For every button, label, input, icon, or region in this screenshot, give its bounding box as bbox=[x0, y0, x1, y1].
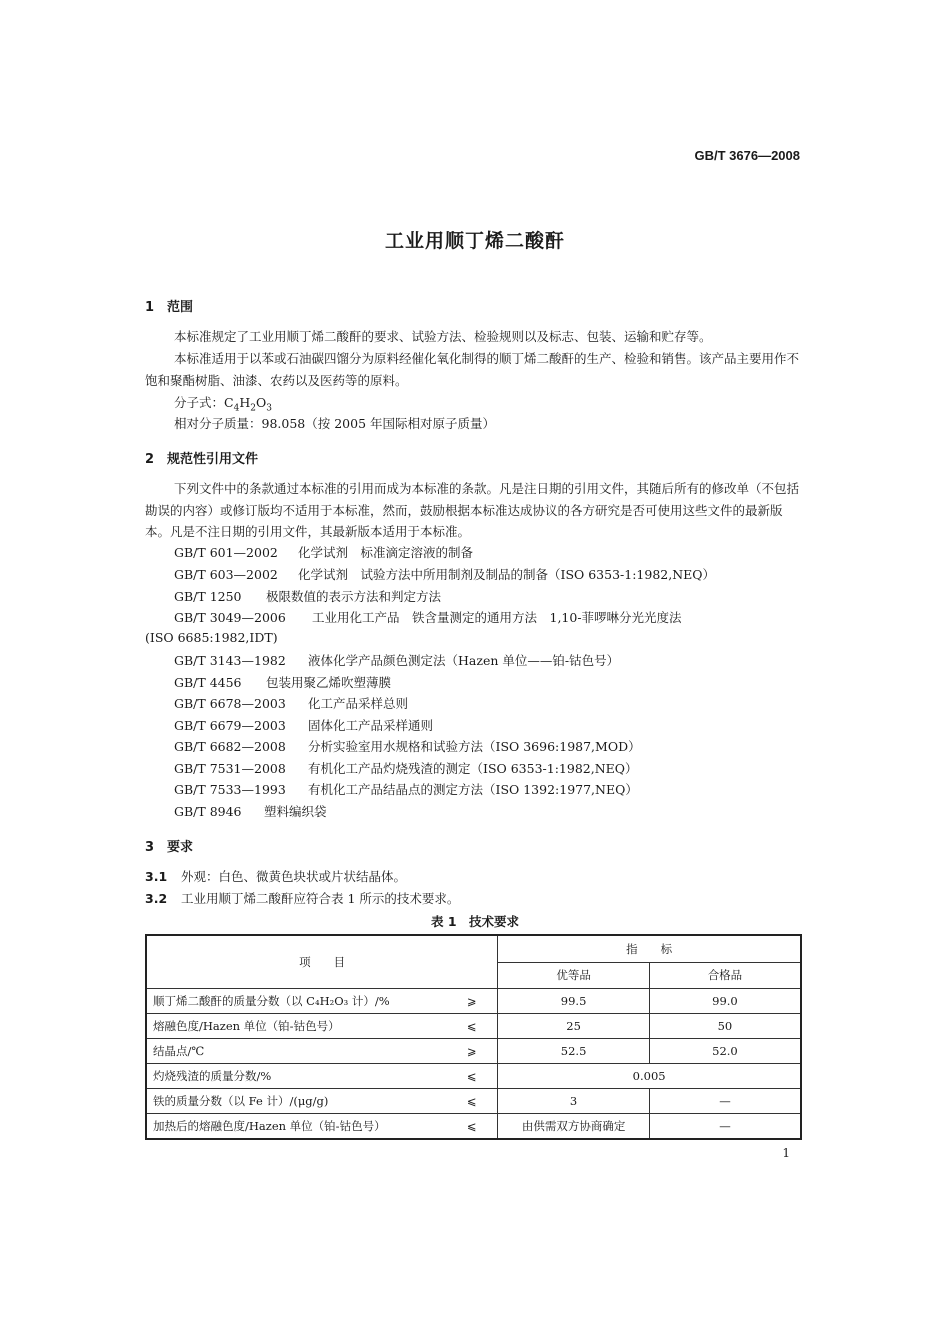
section-number: 1 bbox=[145, 300, 155, 315]
reference-code: GB/T 6679—2003 bbox=[174, 718, 286, 733]
row-value-superior: 99.5 bbox=[498, 989, 650, 1014]
row-item: 结晶点/℃ bbox=[146, 1039, 446, 1064]
reference-item bbox=[174, 673, 391, 691]
clause-3-1 bbox=[145, 866, 801, 888]
row-item: 铁的质量分数（以 Fe 计）/(μg/g) bbox=[146, 1089, 446, 1114]
reference-code: GB/T 8946 bbox=[174, 804, 242, 819]
row-item: 加热后的熔融色度/Hazen 单位（铂-钴色号） bbox=[146, 1114, 446, 1140]
reference-code: GB/T 4456 bbox=[174, 675, 242, 690]
clause-text: 工业用顺丁烯二酸酐应符合表 1 所示的技术要求。 bbox=[181, 891, 460, 906]
reference-item bbox=[174, 780, 638, 798]
section-title: 规范性引用文件 bbox=[167, 452, 259, 467]
row-value-superior: 25 bbox=[498, 1014, 650, 1039]
reference-item bbox=[174, 737, 641, 755]
section-title: 范围 bbox=[167, 300, 194, 315]
reference-title: 工业用化工产品 铁含量测定的通用方法 1,10-菲啰啉分光光度法 bbox=[312, 610, 682, 625]
formula-tail: O bbox=[255, 395, 267, 410]
table-row bbox=[146, 1014, 801, 1039]
row-item: 顺丁烯二酸酐的质量分数（以 C₄H₂O₃ 计）/% bbox=[146, 989, 446, 1014]
molecular-mass: 相对分子质量：98.058（按 2005 年国际相对原子质量） bbox=[174, 416, 495, 431]
reference-title: 固体化工产品采样通则 bbox=[308, 718, 434, 733]
row-symbol: ⩾ bbox=[446, 1039, 498, 1064]
section-1-heading bbox=[145, 296, 193, 315]
requirements-table bbox=[145, 934, 802, 1140]
reference-title: 液体化学产品颜色测定法（Hazen 单位——铂-钴色号） bbox=[308, 653, 620, 668]
table-caption: 表 1 技术要求 bbox=[430, 914, 520, 929]
reference-item bbox=[174, 694, 408, 712]
reference-title: 化学试剂 标准滴定溶液的制备 bbox=[298, 545, 474, 560]
section-1-para-1: 本标准规定了工业用顺丁烯二酸酐的要求、试验方法、检验规则以及标志、包装、运输和贮存等。 bbox=[174, 329, 712, 344]
reference-item bbox=[174, 759, 638, 777]
section-1-para-2: 本标准适用于以苯或石油碳四馏分为原料经催化氧化制得的顺丁烯二酸酐的生产、检验和销售。该产品主要用作不饱和聚酯树脂、油漆、农药以及医药等的原料。 bbox=[145, 351, 800, 388]
header-item: 项 目 bbox=[146, 935, 498, 989]
table-row bbox=[146, 1064, 801, 1089]
reference-item bbox=[174, 543, 473, 561]
table-header-row bbox=[146, 935, 801, 962]
row-value-superior: 3 bbox=[498, 1089, 650, 1114]
reference-title: 化学试剂 试验方法中所用制剂及制品的制备（ISO 6353-1:1982,NEQ） bbox=[298, 567, 716, 582]
row-value-qualified: 52.0 bbox=[649, 1039, 801, 1064]
reference-item bbox=[174, 651, 619, 669]
standard-code: GB/T 3676—2008 bbox=[694, 148, 800, 163]
reference-title: 有机化工产品灼烧残渣的测定（ISO 6353-1:1982,NEQ） bbox=[308, 761, 638, 776]
reference-title: 有机化工产品结晶点的测定方法（ISO 1392:1977,NEQ） bbox=[308, 782, 638, 797]
reference-title: 包装用聚乙烯吹塑薄膜 bbox=[266, 675, 392, 690]
row-value-qualified: — bbox=[649, 1089, 801, 1114]
molecular-formula: 分子式：$C_4H_2O_3$ bbox=[174, 395, 272, 414]
reference-code: GB/T 1250 bbox=[174, 589, 242, 604]
reference-code: GB/T 7531—2008 bbox=[174, 761, 286, 776]
reference-item bbox=[174, 565, 715, 583]
reference-title: 塑料编织袋 bbox=[264, 804, 327, 819]
reference-item bbox=[174, 802, 327, 820]
row-symbol: ⩽ bbox=[446, 1014, 498, 1039]
table-row bbox=[146, 1114, 801, 1140]
section-number: 3 bbox=[145, 840, 155, 855]
section-number: 2 bbox=[145, 452, 155, 467]
section-2-heading bbox=[145, 448, 258, 467]
formula-label: 分子式：C bbox=[174, 395, 234, 410]
reference-code: GB/T 3049—2006 bbox=[174, 610, 286, 625]
reference-title: 分析实验室用水规格和试验方法（ISO 3696:1987,MOD） bbox=[308, 739, 641, 754]
reference-item bbox=[174, 716, 433, 734]
section-title: 要求 bbox=[167, 840, 194, 855]
header-grade-superior: 优等品 bbox=[498, 962, 650, 989]
header-index: 指 标 bbox=[498, 935, 801, 962]
reference-item bbox=[174, 608, 682, 626]
table-row bbox=[146, 1039, 801, 1064]
row-symbol: ⩽ bbox=[446, 1064, 498, 1089]
reference-code: GB/T 6682—2008 bbox=[174, 739, 286, 754]
header-grade-qualified: 合格品 bbox=[649, 962, 801, 989]
clause-text: 外观：白色、微黄色块状或片状结晶体。 bbox=[181, 869, 407, 884]
reference-title: 化工产品采样总则 bbox=[308, 696, 409, 711]
row-value-qualified: 99.0 bbox=[649, 989, 801, 1014]
row-item: 灼烧残渣的质量分数/% bbox=[146, 1064, 446, 1089]
reference-code: GB/T 6678—2003 bbox=[174, 696, 286, 711]
row-value-superior: 52.5 bbox=[498, 1039, 650, 1064]
row-value-qualified: 50 bbox=[649, 1014, 801, 1039]
table-row bbox=[146, 989, 801, 1014]
clause-number: 3.1 bbox=[145, 869, 168, 884]
clause-number: 3.2 bbox=[145, 891, 168, 906]
reference-code: GB/T 603—2002 bbox=[174, 567, 278, 582]
reference-continuation: (ISO 6685:1982,IDT) bbox=[145, 630, 278, 645]
reference-code: GB/T 7533—1993 bbox=[174, 782, 286, 797]
row-value-merged: 0.005 bbox=[498, 1064, 801, 1089]
reference-item bbox=[174, 587, 441, 605]
reference-code: GB/T 3143—1982 bbox=[174, 653, 286, 668]
reference-code: GB/T 601—2002 bbox=[174, 545, 278, 560]
row-symbol: ⩾ bbox=[446, 989, 498, 1014]
document-title: 工业用顺丁烯二酸酐 bbox=[384, 230, 565, 252]
section-2-intro: 下列文件中的条款通过本标准的引用而成为本标准的条款。凡是注日期的引用文件，其随后所有的修改单（不包括勘误的内容）或修订版均不适用于本标准，然而，鼓励根据本标准达成协议的各方研究是否可使用这些文件的最新版本。凡是不注日期的引用文件，其最新版本适用于本标准。 bbox=[145, 481, 800, 539]
row-value-qualified: — bbox=[649, 1114, 801, 1140]
row-symbol: ⩽ bbox=[446, 1089, 498, 1114]
page-number: 1 bbox=[782, 1146, 790, 1160]
section-3-heading bbox=[145, 836, 193, 855]
row-item: 熔融色度/Hazen 单位（铂-钴色号） bbox=[146, 1014, 446, 1039]
clause-3-2 bbox=[145, 888, 801, 910]
row-value-superior: 由供需双方协商确定 bbox=[498, 1114, 650, 1140]
row-symbol: ⩽ bbox=[446, 1114, 498, 1140]
reference-title: 极限数值的表示方法和判定方法 bbox=[266, 589, 442, 604]
table-row bbox=[146, 1089, 801, 1114]
